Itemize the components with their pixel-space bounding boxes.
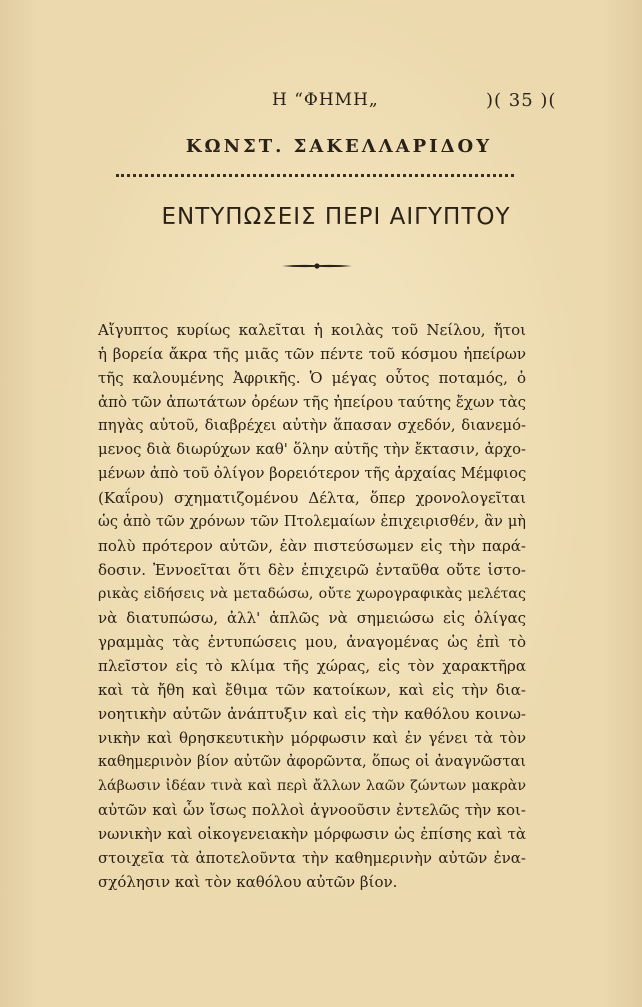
text-line: λάβωσιν ἰδέαν τινὰ καὶ περὶ ἄλλων λαῶν ζώντων μακρὰν	[98, 778, 526, 794]
page-number: )( 35 )(	[486, 90, 557, 111]
text-line: πολὺ πρότερον αὐτῶν, ἐὰν πιστεύσωμεν εἰς τὴν παρά-	[98, 537, 526, 555]
text-line: σχόλησιν καὶ τὸν καθόλου αὐτῶν βίον.	[98, 873, 398, 891]
running-head	[0, 90, 642, 112]
ornament-divider	[282, 262, 352, 270]
author-name: ΚΩΝΣΤ. ΣΑΚΕΛΛΑΡΙΔΟΥ	[185, 136, 493, 157]
text-line: νωνικὴν καὶ οἰκογενειακὴν μόρφωσιν ὡς ἐπίσης καὶ τὰ	[98, 825, 526, 843]
dotted-divider	[116, 174, 514, 177]
article-title: ΕΝΤΥΠΩΣΕΙΣ ΠΕΡΙ ΑΙΓΥΠΤΟΥ	[161, 204, 511, 230]
text-line: πλεῖστον εἰς τὸ κλίμα τῆς χώρας, εἰς τὸν χαρακτῆρα	[98, 657, 526, 675]
text-line: νικὴν καὶ θρησκευτικὴν μόρφωσιν καὶ ἐν γένει τὰ τὸν	[98, 729, 526, 747]
text-line: ἡ βορεία ἄκρα τῆς μιᾶς τῶν πέντε τοῦ κόσμου ἠπείρων	[98, 345, 526, 363]
text-line: μένων ἀπὸ τοῦ ὀλίγον βορειότερον τῆς ἀρχαίας Μέμφιος	[98, 465, 527, 482]
body-text	[98, 318, 526, 894]
text-line: Αἴγυπτος κυρίως καλεῖται ἡ κοιλὰς τοῦ Νείλου, ἤτοι	[98, 321, 526, 339]
text-line: γραμμὰς τὰς ἐντυπώσεις μου, ἀναγομένας ὡς ἐπὶ τὸ	[98, 633, 526, 651]
text-line: ρικὰς εἰδήσεις νὰ μεταδώσω, οὔτε χωρογραφικὰς μελέτας	[98, 586, 526, 602]
text-line: μενος διὰ διωρύχων καθ' ὅλην αὐτῆς τὴν ἔκτασιν, ἀρχο-	[98, 441, 526, 458]
text-line: ἀπὸ τῶν ἀπωτάτων ὀρέων τῆς ἠπείρου ταύτης ἔχων τὰς	[98, 393, 526, 411]
text-line: τῆς καλουμένης Ἀφρικῆς. Ὁ μέγας οὗτος ποταμός, ὁ	[98, 369, 526, 387]
text-line: ὡς ἀπὸ τῶν χρόνων τῶν Πτολεμαίων ἐπιχειρισθέν, ἂν μὴ	[98, 514, 526, 530]
journal-name: Η “ΦΗΜΗ„	[272, 90, 379, 110]
text-line: στοιχεῖα τὰ ἀποτελοῦντα τὴν καθημερινὴν αὐτῶν ἐνα-	[98, 849, 526, 867]
text-line: νοητικὴν αὐτῶν ἀνάπτυξιν καὶ εἰς τὴν καθόλου κοινω-	[98, 705, 526, 723]
text-line: (Καΐρου) σχηματιζομένου Δέλτα, ὅπερ χρονολογεῖται	[98, 489, 526, 507]
text-line: καθημερινὸν βίον αὐτῶν ἀφορῶντα, ὅπως οἱ ἀναγνῶσται	[98, 754, 526, 770]
text-line: αὐτῶν καὶ ὧν ἴσως πολλοὶ ἀγνοοῦσιν ἐντελῶς τὴν κοι-	[98, 801, 526, 819]
text-line: πηγὰς αὐτοῦ, διαβρέχει αὐτὴν ἅπασαν σχεδόν, διανεμό-	[98, 417, 526, 434]
text-line: καὶ τὰ ἤθη καὶ ἔθιμα τῶν κατοίκων, καὶ εἰς τὴν δια-	[98, 681, 526, 699]
text-line: δοσιν. Ἐννοεῖται ὅτι δὲν ἐπιχειρῶ ἐνταῦθα οὔτε ἱστο-	[98, 561, 526, 579]
text-line: νὰ διατυπώσω, ἀλλ' ἁπλῶς νὰ σημειώσω εἰς ὀλίγας	[98, 609, 526, 627]
